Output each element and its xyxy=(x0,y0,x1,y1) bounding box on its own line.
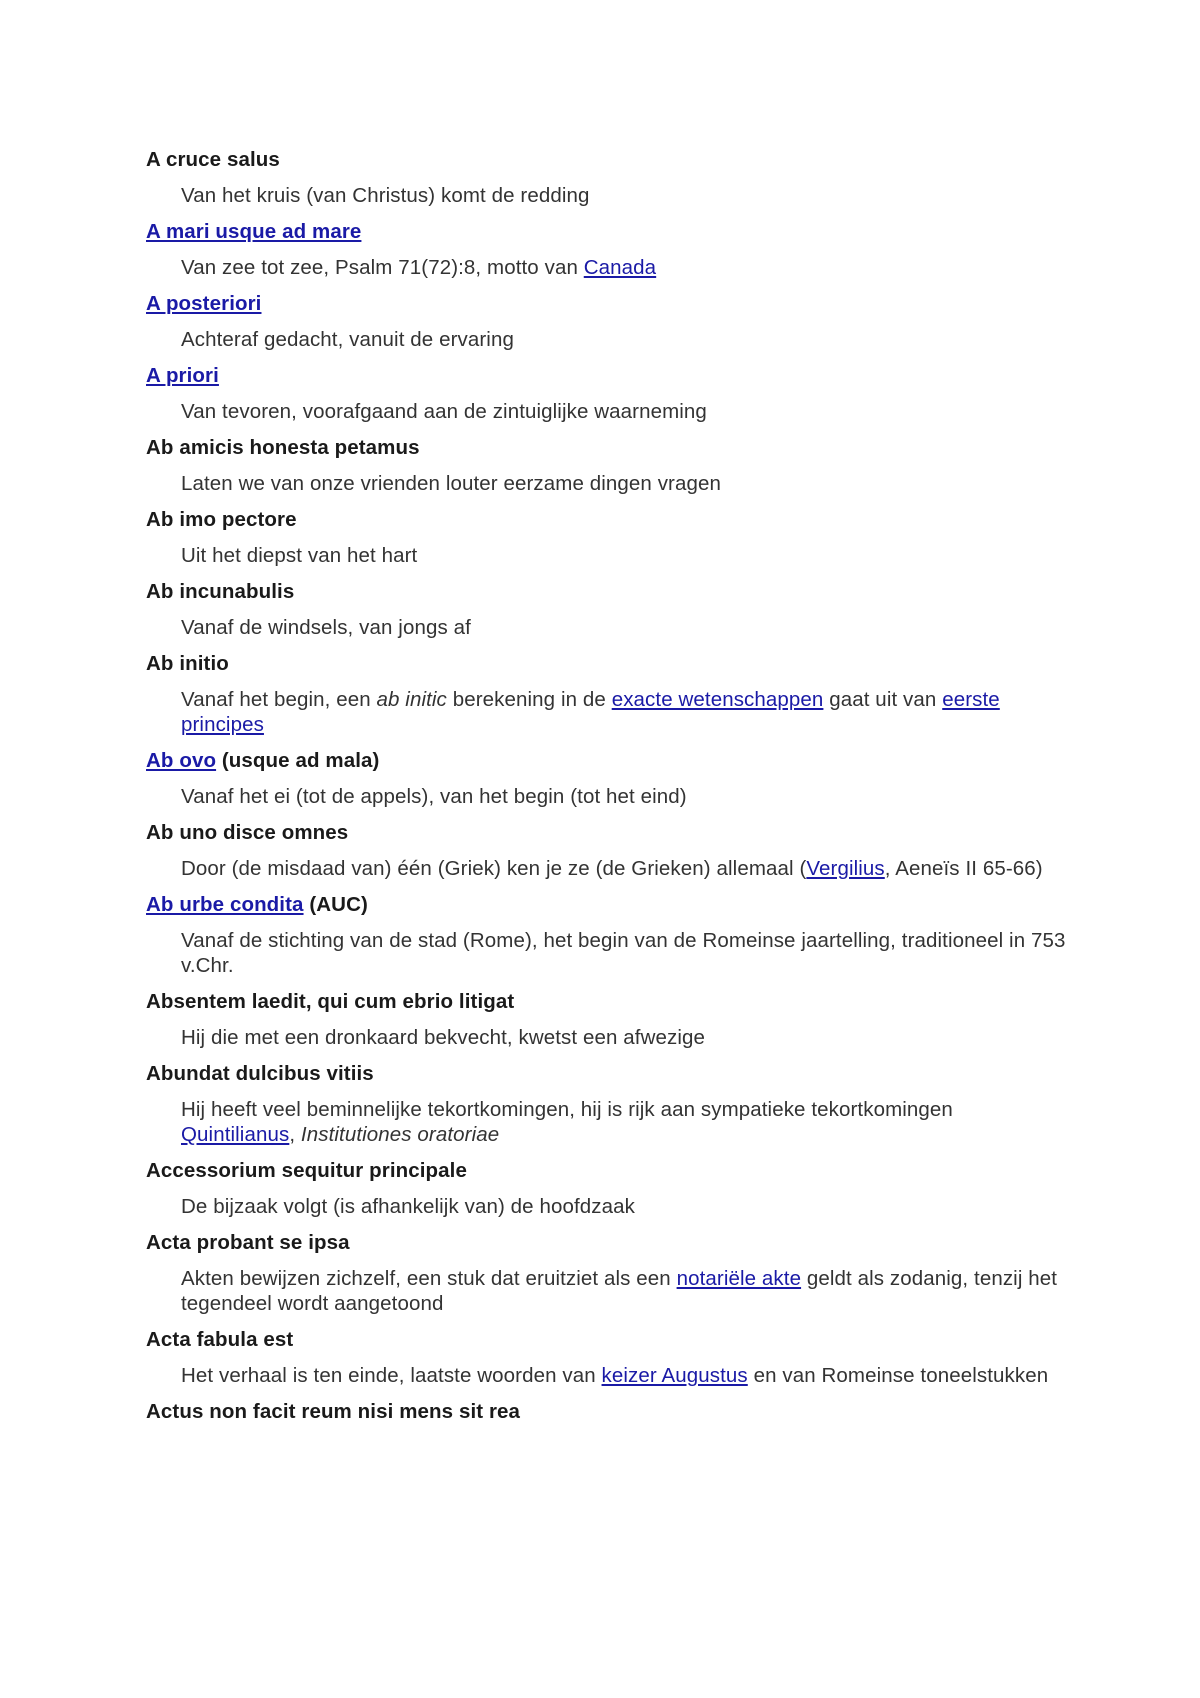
entry-term xyxy=(146,1399,1066,1424)
entry-definition xyxy=(181,183,1066,208)
definition-link[interactable]: Vergilius xyxy=(806,857,885,880)
entry-term xyxy=(146,748,1066,773)
definition-text: Van zee tot zee, Psalm 71(72):8, motto van xyxy=(181,256,584,279)
definition-text: berekening in de xyxy=(446,688,612,711)
term-link[interactable]: Ab ovo xyxy=(146,749,217,772)
term-text: Ab initio xyxy=(146,652,229,675)
entry-definition xyxy=(181,1097,1066,1147)
definition-text: Hij heeft veel beminnelijke tekortkomingen, hij is rijk aan sympatieke tekortkomingen xyxy=(181,1098,953,1121)
term-text: (usque ad mala) xyxy=(216,749,380,772)
term-text: Acta probant se ipsa xyxy=(146,1231,350,1254)
entry-definition xyxy=(181,1194,1066,1219)
entry-definition xyxy=(181,928,1066,978)
definition-text: Vanaf de stichting van de stad (Rome), het begin van de Romeinse jaartelling, traditioneel in 753 v.Chr. xyxy=(181,929,1066,977)
entry-definition xyxy=(181,543,1066,568)
term-text: Absentem laedit, qui cum ebrio litigat xyxy=(146,990,515,1013)
entry-definition xyxy=(181,856,1066,881)
entry-term xyxy=(146,291,1066,316)
entry-definition xyxy=(181,1266,1066,1316)
term-text: Ab amicis honesta petamus xyxy=(146,436,420,459)
entry-definition xyxy=(181,1363,1066,1388)
entry-term xyxy=(146,1158,1066,1183)
definition-text: Uit het diepst van het hart xyxy=(181,544,418,567)
dictionary-document xyxy=(146,147,1066,1435)
definition-text: , Aeneïs II 65-66) xyxy=(884,857,1043,880)
definition-italic-text: Institutiones oratoriae xyxy=(300,1123,500,1146)
entry-definition xyxy=(181,784,1066,809)
definition-text: Door (de misdaad van) één (Griek) ken je ze (de Grieken) allemaal ( xyxy=(181,857,807,880)
entry-definition xyxy=(181,327,1066,352)
entry-list xyxy=(146,147,1066,1424)
definition-link[interactable]: exacte wetenschappen xyxy=(611,688,824,711)
entry-definition xyxy=(181,399,1066,424)
definition-text: Akten bewijzen zichzelf, een stuk dat eruitziet als een xyxy=(181,1267,677,1290)
definition-text: geldt als zodanig, tenzij het tegendeel wordt aangetoond xyxy=(181,1267,1058,1315)
definition-link[interactable]: eerste principes xyxy=(181,688,1000,736)
entry-term xyxy=(146,1061,1066,1086)
term-text: Ab incunabulis xyxy=(146,580,295,603)
term-text: Acta fabula est xyxy=(146,1328,294,1351)
definition-link[interactable]: notariële akte xyxy=(676,1267,802,1290)
definition-text: Laten we van onze vrienden louter eerzame dingen vragen xyxy=(181,472,721,495)
term-link[interactable]: A priori xyxy=(146,364,219,387)
entry-definition xyxy=(181,255,1066,280)
definition-text: De bijzaak volgt (is afhankelijk van) de hoofdzaak xyxy=(181,1195,635,1218)
definition-link[interactable]: keizer Augustus xyxy=(601,1364,748,1387)
definition-italic-text: ab initic xyxy=(376,688,447,711)
definition-text: Van het kruis (van Christus) komt de redding xyxy=(181,184,590,207)
term-text: Abundat dulcibus vitiis xyxy=(146,1062,374,1085)
term-link[interactable]: A mari usque ad mare xyxy=(146,220,362,243)
entry-term xyxy=(146,651,1066,676)
definition-text: Vanaf het ei (tot de appels), van het begin (tot het eind) xyxy=(181,785,687,808)
definition-link[interactable]: Quintilianus xyxy=(181,1123,290,1146)
term-link[interactable]: Ab urbe condita xyxy=(146,893,304,916)
definition-text: , xyxy=(289,1123,301,1146)
entry-term xyxy=(146,147,1066,172)
entry-term xyxy=(146,363,1066,388)
definition-text: Vanaf de windsels, van jongs af xyxy=(181,616,471,639)
definition-text: en van Romeinse toneelstukken xyxy=(747,1364,1049,1387)
term-text: Ab uno disce omnes xyxy=(146,821,349,844)
entry-term xyxy=(146,989,1066,1014)
term-text: (AUC) xyxy=(303,893,368,916)
entry-definition xyxy=(181,615,1066,640)
entry-term xyxy=(146,892,1066,917)
definition-text: gaat uit van xyxy=(823,688,943,711)
entry-term xyxy=(146,820,1066,845)
entry-definition xyxy=(181,1025,1066,1050)
entry-term xyxy=(146,219,1066,244)
definition-text: Achteraf gedacht, vanuit de ervaring xyxy=(181,328,514,351)
term-text: Ab imo pectore xyxy=(146,508,297,531)
entry-term xyxy=(146,1230,1066,1255)
definition-text: Hij die met een dronkaard bekvecht, kwetst een afwezige xyxy=(181,1026,705,1049)
entry-term xyxy=(146,507,1066,532)
term-link[interactable]: A posteriori xyxy=(146,292,262,315)
definition-text: Vanaf het begin, een xyxy=(181,688,377,711)
term-text: Actus non facit reum nisi mens sit rea xyxy=(146,1400,521,1423)
term-text: A cruce salus xyxy=(146,148,280,171)
entry-definition xyxy=(181,687,1066,737)
definition-text: Van tevoren, voorafgaand aan de zintuiglijke waarneming xyxy=(181,400,707,423)
entry-term xyxy=(146,1327,1066,1352)
entry-term xyxy=(146,435,1066,460)
definition-text: Het verhaal is ten einde, laatste woorden van xyxy=(181,1364,602,1387)
entry-definition xyxy=(181,471,1066,496)
entry-term xyxy=(146,579,1066,604)
term-text: Accessorium sequitur principale xyxy=(146,1159,467,1182)
definition-link[interactable]: Canada xyxy=(583,256,657,279)
